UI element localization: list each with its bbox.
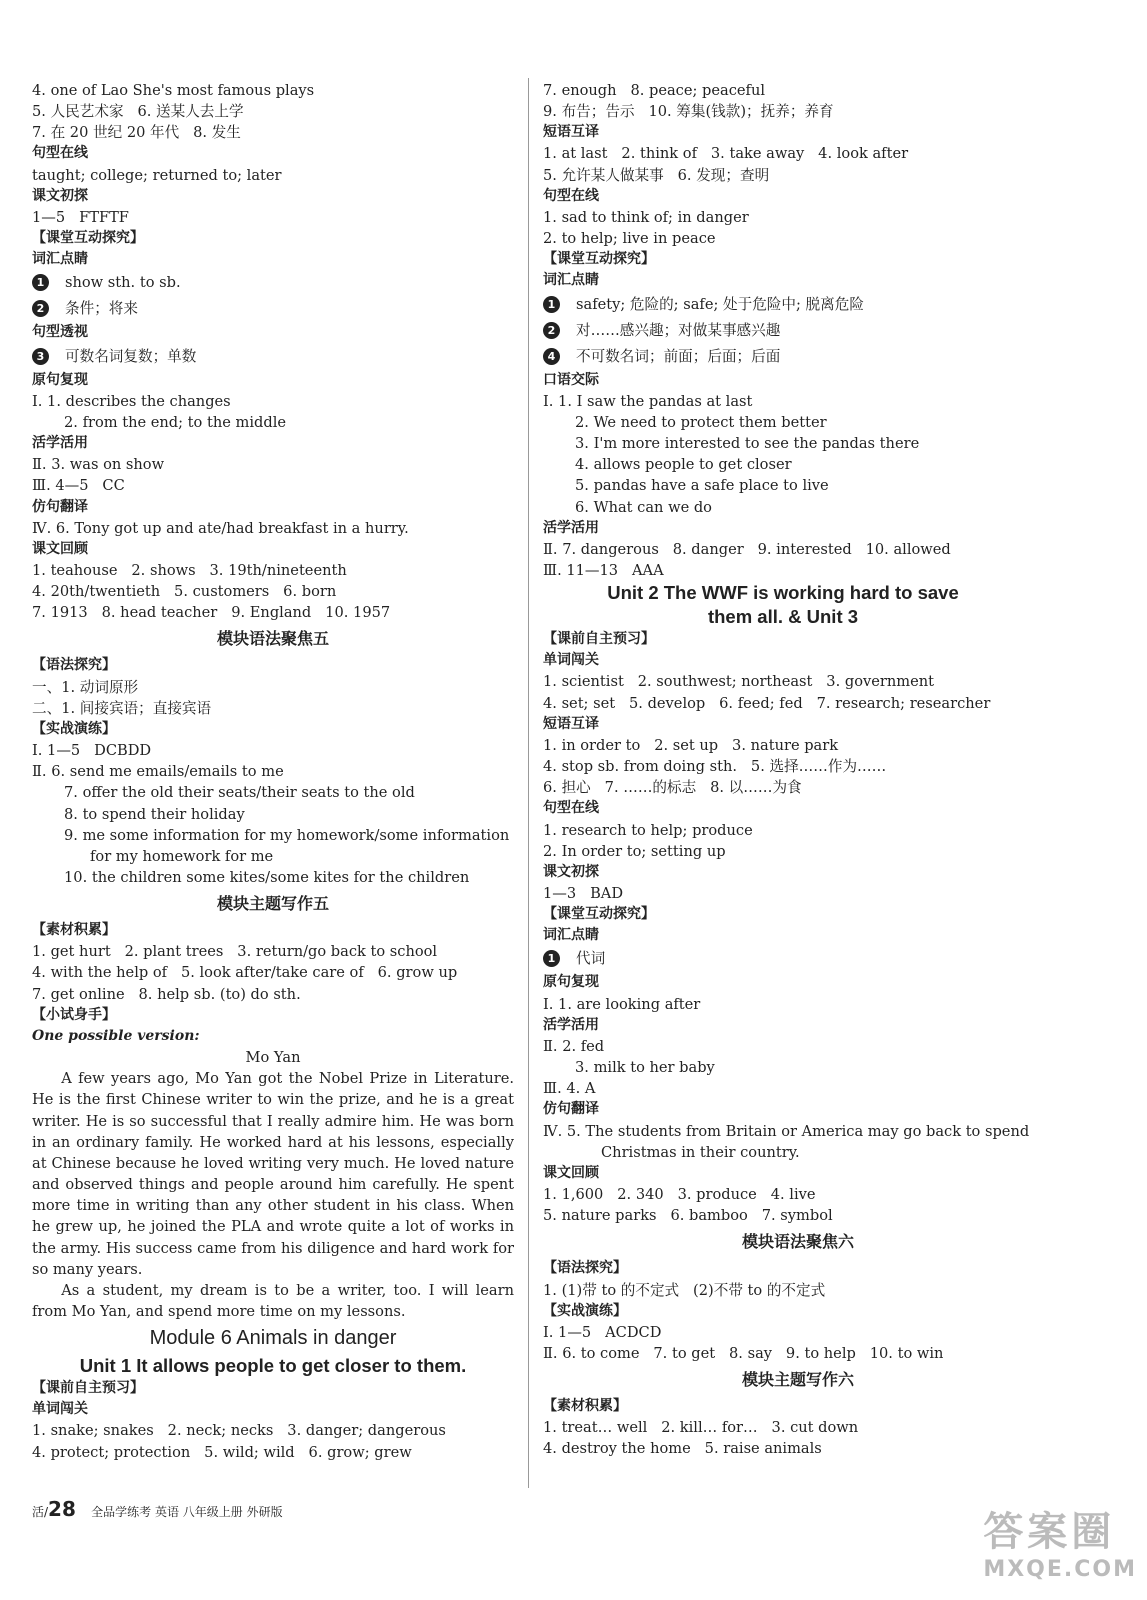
answer-line: 7. get online 8. help sb. (to) do sth.	[32, 985, 301, 1003]
answer-line: Ⅰ. 1—5 DCBDD	[32, 742, 152, 760]
answer-line: 4. 20th/twentieth 5. customers 6. born	[32, 583, 337, 601]
answer-line: Ⅱ. 6. to come 7. to get 8. say 9. to help 10. to win	[543, 1344, 944, 1362]
numbered-item	[32, 296, 514, 322]
section-heading: 【语法探究】	[32, 657, 116, 674]
circled-number-icon: 1	[32, 274, 49, 291]
answer-line: 4. set; set 5. develop 6. feed; fed 7. research; researcher	[543, 694, 991, 712]
answer-line: Ⅳ. 5. The students from Britain or America may go back to spend	[543, 1122, 1030, 1140]
answer-line: 1. treat… well 2. kill… for… 3. cut down	[543, 1419, 859, 1437]
answer-line: 7. 在 20 世纪 20 年代 8. 发生	[32, 124, 241, 142]
answer-line: Ⅱ. 2. fed	[543, 1037, 605, 1055]
sample-label: One possible version:	[32, 1027, 200, 1044]
section-heading: 口语交际	[543, 371, 599, 388]
watermark-logo-text: 答案圈	[983, 1509, 1116, 1555]
watermark	[983, 1500, 1137, 1582]
answer-line: Ⅲ. 4—5 CC	[32, 477, 125, 495]
section-title: 模块语法聚焦五	[216, 629, 329, 649]
section-heading: 【课前自主预习】	[32, 1380, 144, 1397]
answer-line: 9. me some information for my homework/some information	[64, 826, 510, 844]
answer-line: taught; college; returned to; later	[32, 166, 282, 184]
answer-line: 4. allows people to get closer	[575, 456, 792, 474]
numbered-item	[543, 946, 1023, 972]
section-heading: 【课堂互动探究】	[32, 230, 144, 247]
unit-title: them all. & Unit 3	[707, 606, 859, 628]
answer-line: 9. 布告；告示 10. 筹集(钱款)；抚养；养育	[543, 103, 834, 121]
section-heading: 单词闯关	[543, 652, 599, 669]
answer-line: 4. with the help of 5. look after/take care of 6. grow up	[32, 964, 458, 982]
essay-title: Mo Yan	[245, 1049, 301, 1067]
answer-line: 7. enough 8. peace; peaceful	[543, 82, 766, 99]
circled-number-icon: 1	[543, 296, 560, 313]
answer-line: 2. from the end; to the middle	[64, 413, 286, 431]
answer-line: Ⅰ. 1—5 ACDCD	[543, 1323, 662, 1341]
answer-line: 1. teahouse 2. shows 3. 19th/nineteenth	[32, 561, 347, 579]
column-divider	[528, 78, 529, 1488]
answer-line: Ⅲ. 4. A	[543, 1080, 596, 1098]
section-heading: 【小试身手】	[32, 1006, 116, 1023]
section-heading: 原句复现	[32, 371, 88, 388]
answer-line: 一、1. 动词原形	[32, 678, 139, 696]
answer-line: Ⅱ. 6. send me emails/emails to me	[32, 763, 284, 781]
answer-line: 1. get hurt 2. plant trees 3. return/go back to school	[32, 943, 438, 961]
section-title: 模块主题写作六	[741, 1370, 854, 1390]
section-heading: 词汇点睛	[543, 272, 599, 289]
circled-number-icon: 1	[543, 950, 560, 967]
unit-title: Unit 1 It allows people to get closer to them.	[79, 1355, 467, 1377]
section-heading: 课文初探	[543, 863, 599, 880]
section-heading: 句型透视	[32, 324, 88, 341]
section-heading: 【实战演练】	[543, 1302, 627, 1319]
answer-line: 7. 1913 8. head teacher 9. England 10. 1957	[32, 604, 391, 622]
section-heading: 【课堂互动探究】	[543, 906, 655, 923]
answer-line: 4. protect; protection 5. wild; wild 6. grow; grew	[32, 1443, 412, 1461]
answer-line: for my homework for me	[90, 847, 274, 865]
answer-line: 10. the children some kites/some kites for the children	[64, 869, 470, 886]
unit-title: Unit 2 The WWF is working hard to save	[607, 582, 959, 604]
item-text: 条件；将来	[65, 300, 138, 318]
module-title: Module 6 Animals in danger	[149, 1327, 397, 1350]
section-title: 模块语法聚焦六	[741, 1232, 854, 1252]
circled-number-icon: 3	[32, 348, 49, 365]
section-title: 模块主题写作五	[216, 894, 329, 914]
section-heading: 原句复现	[543, 974, 599, 991]
section-heading: 【语法探究】	[543, 1260, 627, 1277]
answer-line: 2. In order to; setting up	[543, 842, 726, 860]
item-text: safety; 危险的; safe; 处于危险中; 脱离危险	[576, 295, 864, 313]
right-column	[543, 80, 1030, 1460]
section-heading: 【素材积累】	[543, 1398, 627, 1415]
answer-line: 1—3 BAD	[543, 885, 624, 902]
answer-line: 1. sad to think of; in danger	[543, 208, 749, 226]
answer-line: 5. 允许某人做某事 6. 发现；查明	[543, 166, 770, 184]
circled-number-icon: 2	[32, 300, 49, 317]
section-heading: 单词闯关	[32, 1401, 88, 1418]
answer-line: 二、1. 间接宾语；直接宾语	[32, 699, 212, 717]
answer-line: 1. 1,600 2. 340 3. produce 4. live	[543, 1186, 816, 1204]
answer-line: 5. pandas have a safe place to live	[575, 477, 829, 495]
section-heading: 课文回顾	[32, 540, 88, 557]
section-heading: 【实战演练】	[32, 720, 116, 737]
answer-line: 3. I'm more interested to see the pandas there	[575, 435, 920, 453]
section-heading: 课文初探	[32, 187, 88, 204]
section-heading: 句型在线	[543, 187, 599, 204]
left-column	[32, 80, 514, 1463]
numbered-item	[32, 270, 514, 296]
section-heading: 短语互译	[543, 715, 599, 732]
section-heading: 句型在线	[543, 800, 599, 817]
section-heading: 课文回顾	[543, 1164, 599, 1181]
item-text: 不可数名词；前面；后面；后面	[576, 347, 781, 365]
numbered-item	[543, 318, 1023, 344]
answer-line: 4. one of Lao She's most famous plays	[32, 82, 315, 99]
answer-line: 1. scientist 2. southwest; northeast 3. government	[543, 673, 934, 691]
section-heading: 活学活用	[32, 435, 88, 452]
answer-line: 1. research to help; produce	[543, 821, 753, 839]
answer-line: Ⅱ. 3. was on show	[32, 456, 165, 474]
section-heading: 活学活用	[543, 1016, 599, 1033]
answer-line: 5. nature parks 6. bamboo 7. symbol	[543, 1207, 833, 1225]
answer-line: 2. We need to protect them better	[575, 413, 827, 431]
section-heading: 【课堂互动探究】	[543, 251, 655, 268]
item-text: show sth. to sb.	[65, 274, 181, 292]
answer-line: 1—5 FTFTF	[32, 208, 129, 226]
numbered-item	[543, 344, 1023, 370]
numbered-item	[543, 292, 1023, 318]
section-heading: 短语互译	[543, 124, 599, 141]
circled-number-icon: 4	[543, 348, 560, 365]
answer-line: Ⅰ. 1. I saw the pandas at last	[543, 392, 753, 410]
section-heading: 【课前自主预习】	[543, 631, 655, 648]
answer-line: Ⅱ. 7. dangerous 8. danger 9. interested 10. allowed	[543, 540, 951, 558]
answer-line: 1. in order to 2. set up 3. nature park	[543, 736, 839, 754]
page-footer	[32, 1497, 283, 1521]
answer-line: 3. milk to her baby	[575, 1059, 715, 1077]
footer-prefix: 活/	[32, 1505, 49, 1519]
answer-line: 1. (1)带 to 的不定式 (2)不带 to 的不定式	[543, 1281, 826, 1299]
section-heading: 仿句翻译	[32, 498, 88, 515]
answer-line: Christmas in their country.	[601, 1143, 800, 1161]
section-heading: 活学活用	[543, 519, 599, 536]
section-heading: 句型在线	[32, 145, 88, 162]
answer-line: 8. to spend their holiday	[64, 805, 245, 823]
page-number: 28	[48, 1497, 76, 1521]
item-text: 可数名词复数；单数	[65, 347, 197, 365]
answer-line: Ⅲ. 11—13 AAA	[543, 561, 664, 579]
answer-line: 4. stop sb. from doing sth. 5. 选择……作为……	[543, 758, 887, 776]
answer-line: 4. destroy the home 5. raise animals	[543, 1440, 822, 1458]
essay-paragraph: A few years ago, Mo Yan got the Nobel Prize in Literature. He is the first Chinese writer to win the prize, and he is a great writer. He is so successful that I really admire him. He was born in an ordinary family. He worked hard at his lessons, especially at Chinese because he loved writing very much. He loved nature and observed things and people around him carefully. He spent more time in writing than any other student in his class. When he grew up, he joined the PLA and wrote quite a lot of works in the army. His success came from his diligence and hard work for so many years.	[32, 1070, 514, 1278]
answer-line: 7. offer the old their seats/their seats to the old	[64, 784, 415, 802]
answer-line: 1. snake; snakes 2. neck; necks 3. danger; dangerous	[32, 1422, 446, 1440]
answer-line: Ⅰ. 1. describes the changes	[32, 392, 231, 410]
answer-line: Ⅰ. 1. are looking after	[543, 995, 701, 1013]
numbered-item	[32, 344, 514, 370]
section-heading: 仿句翻译	[543, 1101, 599, 1118]
item-text: 代词	[576, 950, 606, 968]
answer-line: 6. 担心 7. ……的标志 8. 以……为食	[543, 779, 802, 797]
answer-line: 5. 人民艺术家 6. 送某人去上学	[32, 103, 244, 121]
item-text: 对……感兴趣；对做某事感兴趣	[576, 321, 781, 339]
watermark-url: MXQE.COM	[983, 1557, 1137, 1582]
answer-line: Ⅳ. 6. Tony got up and ate/had breakfast in a hurry.	[32, 519, 409, 537]
section-heading: 词汇点睛	[543, 927, 599, 944]
circled-number-icon: 2	[543, 322, 560, 339]
answer-line: 2. to help; live in peace	[543, 230, 716, 248]
answer-line: 1. at last 2. think of 3. take away 4. look after	[543, 145, 909, 163]
essay-paragraph: As a student, my dream is to be a writer, too. I will learn from Mo Yan, and spend more time on my lessons.	[32, 1281, 514, 1320]
answer-line: 6. What can we do	[575, 498, 712, 516]
footer-text: 全品学练考 英语 八年级上册 外研版	[91, 1505, 283, 1519]
section-heading: 词汇点睛	[32, 251, 88, 268]
section-heading: 【素材积累】	[32, 922, 116, 939]
